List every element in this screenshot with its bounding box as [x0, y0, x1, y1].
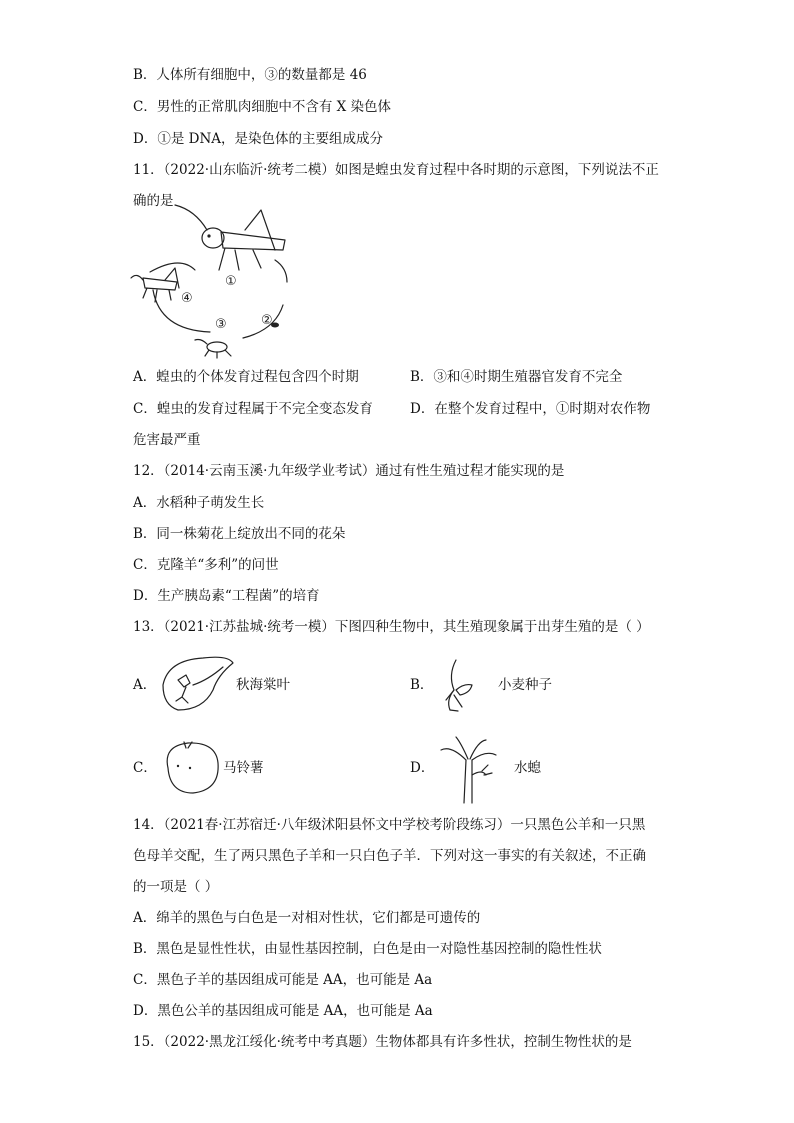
figure-label-4: ④: [181, 291, 193, 306]
locust-development-figure: [135, 210, 295, 360]
begonia-leaf-icon: [158, 655, 238, 715]
q11-option-c: C．蝗虫的发育过程属于不完全变态发育: [133, 401, 373, 417]
q10-option-d: D．①是 DNA，是染色体的主要组成成分: [133, 131, 384, 147]
q13-option-c-name: 马铃薯: [223, 760, 264, 776]
adult-locust-icon: [175, 205, 285, 270]
q15-stem: 15．（2022·黑龙江绥化·统考中考真题）生物体都具有许多性状，控制生物性状的是: [133, 1034, 632, 1050]
q14-option-a: A．绵羊的黑色与白色是一对相对性状，它们都是可遗传的: [133, 910, 481, 926]
q12-stem: 12．（2014·云南玉溪·九年级学业考试）通过有性生殖过程才能实现的是: [133, 463, 565, 479]
q14-stem-line-3: 的一项是（ ）: [133, 879, 219, 895]
q14-option-c: C．黑色子羊的基因组成可能是 AA，也可能是 Aa: [133, 972, 433, 988]
q14-option-d: D．黑色公羊的基因组成可能是 AA，也可能是 Aa: [133, 1003, 433, 1019]
q12-option-b: B．同一株菊花上绽放出不同的花朵: [133, 526, 346, 542]
cycle-arrow-2-to-1: [275, 260, 287, 282]
q14-stem-line-2: 色母羊交配，生了两只黑色子羊和一只白色子羊．下列对这一事实的有关叙述，不正确: [133, 848, 646, 864]
q13-option-a-letter: A．: [133, 677, 157, 693]
q11-option-d-line-2: 危害最严重: [133, 432, 201, 448]
q13-option-d-name: 水螅: [514, 760, 541, 776]
nymph-small-icon: [195, 340, 231, 359]
q13-option-a-name: 秋海棠叶: [236, 677, 290, 693]
hydra-icon: [436, 735, 506, 805]
q14-option-b: B．黑色是显性性状，由显性基因控制，白色是由一对隐性基因控制的隐性性状: [133, 941, 602, 957]
q12-option-c: C．克隆羊“多利”的问世: [133, 557, 279, 573]
q11-stem-line-2: 确的是: [133, 193, 174, 209]
q11-option-d-line-1: D．在整个发育过程中，①时期对农作物: [410, 401, 651, 417]
q11-stem-line-1: 11．（2022·山东临沂·统考二模）如图是蝗虫发育过程中各时期的示意图，下列说法不正: [133, 162, 659, 178]
q13-stem: 13．（2021·江苏盐城·统考一模）下图四种生物中，其生殖现象属于出芽生殖的是（ ）: [133, 619, 650, 635]
q13-option-b-letter: B．: [410, 677, 434, 693]
q11-option-a: A．蝗虫的个体发育过程包含四个时期: [133, 369, 359, 385]
q12-option-d: D．生产胰岛素“工程菌”的培育: [133, 588, 320, 604]
figure-label-3: ③: [215, 317, 227, 332]
wheat-seed-icon: [436, 655, 486, 715]
q13-option-d-letter: D．: [410, 760, 435, 776]
figure-label-1: ①: [225, 274, 237, 289]
potato-icon: [158, 738, 228, 798]
figure-label-2: ②: [261, 313, 273, 328]
q13-option-b-name: 小麦种子: [498, 677, 552, 693]
q12-option-a: A．水稻种子萌发生长: [133, 495, 265, 511]
q11-option-b: B．③和④时期生殖器官发育不完全: [410, 369, 623, 385]
q14-stem-line-1: 14．（2021春·江苏宿迁·八年级沭阳县怀文中学校考阶段练习）一只黑色公羊和一只黑: [133, 817, 646, 833]
q10-option-c: C．男性的正常肌肉细胞中不含有 X 染色体: [133, 99, 392, 115]
q10-option-b: B．人体所有细胞中，③的数量都是 46: [133, 67, 367, 83]
q13-option-c-letter: C．: [133, 760, 157, 776]
